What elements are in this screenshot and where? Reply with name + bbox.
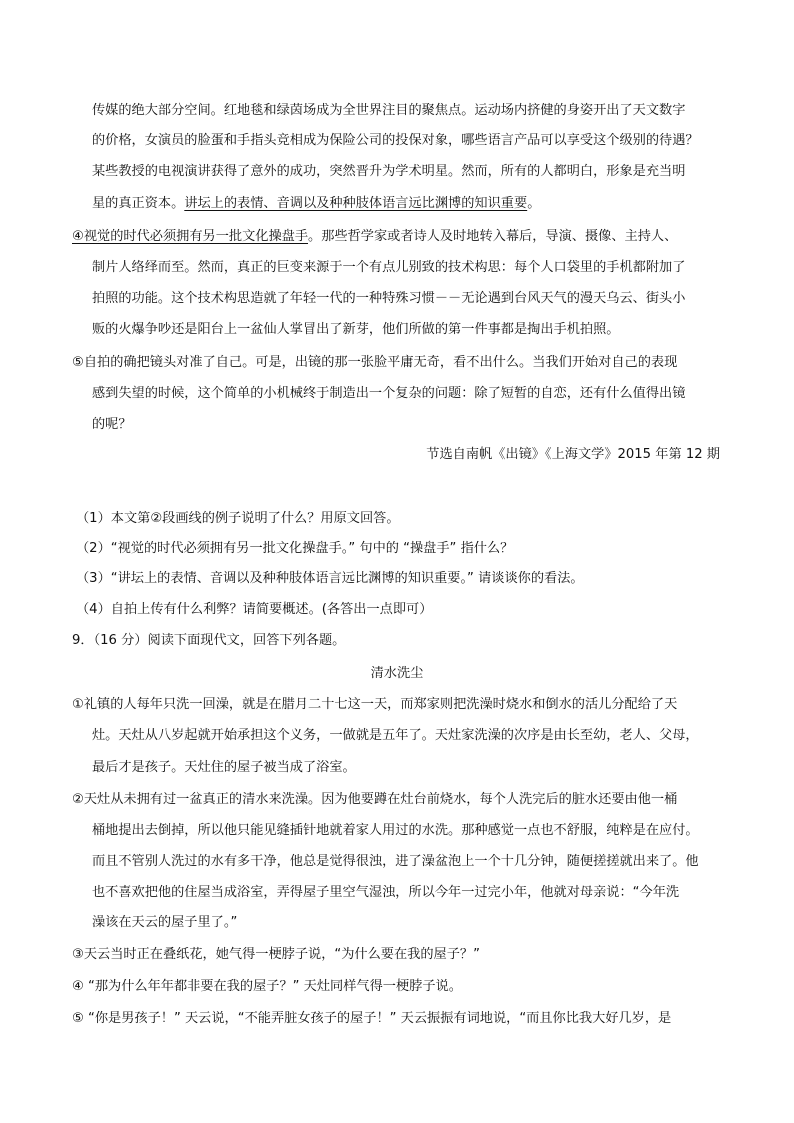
article1-p3-plain: 星的真正资本。 xyxy=(92,196,185,211)
article2-p4: ④ “那为什么年年都非要在我的屋子？” 天灶同样气得一梗脖子说。 xyxy=(72,979,462,994)
question-1: （1）本文第②段画线的例子说明了什么？用原文回答。 xyxy=(76,511,400,526)
article2-p2-line1: ②天灶从未拥有过一盆真正的清水来洗澡。因为他要蹲在灶台前烧水，每个人洗完后的脏水还要由他一桶 xyxy=(72,792,678,807)
question-2: （2）“视觉的时代必须拥有另一批文化操盘手。” 句中的 “操盘手” 指什么？ xyxy=(76,541,514,556)
article1-p3-line4 xyxy=(92,194,540,214)
article2-p2-line3: 而且不管别人洗过的水有多干净，他总是觉得很浊，进了澡盆泡上一个十几分钟，随便搓搓就出来了。他 xyxy=(92,854,699,869)
article2-p2-line2: 桶地提出去倒掉，所以他只能见缝插针地就着家人用过的水洗。那种感觉一点也不舒服，纯粹是在应付。 xyxy=(92,823,699,838)
question-3: （3）“讲坛上的表情、音调以及种种肢体语言远比渊博的知识重要。” 请谈谈你的看法。 xyxy=(76,571,584,586)
article2-p1-line1: ①礼镇的人每年只洗一回澡，就是在腊月二十七这一天，而郑家则把洗澡时烧水和倒水的活儿分配给了天 xyxy=(72,697,678,712)
article1-p5-line1: ⑤自拍的确把镜头对准了自己。可是，出镜的那一张脸平庸无奇，看不出什么。当我们开始对自己的表现 xyxy=(72,355,678,370)
article1-p4-line3: 拍照的功能。这个技术构思造就了年轻一代的一种特殊习惯－－无论遇到台风天气的漫天乌云、街头小 xyxy=(92,291,686,306)
article1-p4-line2: 制片人络绎而至。然而，真正的巨变来源于一个有点儿别致的技术构思：每个人口袋里的手机都附加了 xyxy=(92,260,686,275)
article1-p5-line3: 的呢？ xyxy=(92,417,132,432)
article1-p3-line1: 传媒的绝大部分空间。红地毯和绿茵场成为全世界注目的聚焦点。运动场内挤健的身姿开出了天文数字 xyxy=(92,103,686,118)
article2-title: 清水洗尘 xyxy=(370,666,424,681)
article1-p4-rest: 。那些哲学家或者诗人及时地转入幕后，导演、摄像、主持人、 xyxy=(308,229,678,244)
article1-p4-line4: 贩的火爆争吵还是阳台上一盆仙人掌冒出了新芽，他们所做的第一件事都是掏出手机拍照。 xyxy=(92,322,620,337)
question-9-heading: 9．（16 分）阅读下面现代文，回答下列各题。 xyxy=(72,633,346,648)
article1-p4-underlined: ④视觉的时代必须拥有另一批文化操盘手 xyxy=(72,229,309,244)
article1-p3-line3: 某些教授的电视演讲获得了意外的成功，突然晋升为学术明星。然而，所有的人都明白，形象是充当明 xyxy=(92,164,686,179)
article2-p1-line2: 灶。天灶从八岁起就开始承担这个义务，一做就是五年了。天灶家洗澡的次序是由长至幼，老人、父母， xyxy=(92,728,699,743)
article1-p5-line2: 感到失望的时候，这个简单的小机械终于制造出一个复杂的问题：除了短暂的自恋，还有什么值得出镜 xyxy=(92,386,686,401)
article2-p1-line3: 最后才是孩子。天灶住的屋子被当成了浴室。 xyxy=(92,760,356,775)
article1-p3-end: 。 xyxy=(527,196,541,211)
article1-p4-line1 xyxy=(72,227,677,247)
question-4: （4）自拍上传有什么利弊？请简要概述。(各答出一点即可） xyxy=(76,602,433,617)
article1-source: 节选自南帆《出镜》《上海文学》2015 年第 12 期 xyxy=(426,447,720,462)
article1-p3-line2: 的价格，女演员的脸蛋和手指头竞相成为保险公司的投保对象，哪些语言产品可以享受这个级别的待遇？ xyxy=(92,133,699,148)
article2-p2-line4: 也不喜欢把他的住屋当成浴室，弄得屋子里空气湿浊，所以今年一过完小年，他就对母亲说：“今年洗 xyxy=(92,885,680,900)
article1-p3-underlined: 讲坛上的表情、音调以及种种肢体语言远比渊博的知识重要 xyxy=(184,196,528,211)
article2-p3: ③天云当时正在叠纸花，她气得一梗脖子说，“为什么要在我的屋子？” xyxy=(72,947,480,962)
article2-p5: ⑤ “你是男孩子！” 天云说，“不能弄脏女孩子的屋子！” 天云振振有词地说，“而且你比我大好几岁，是 xyxy=(72,1011,672,1026)
article2-p2-line5: 澡该在天云的屋子里了。” xyxy=(92,915,238,930)
